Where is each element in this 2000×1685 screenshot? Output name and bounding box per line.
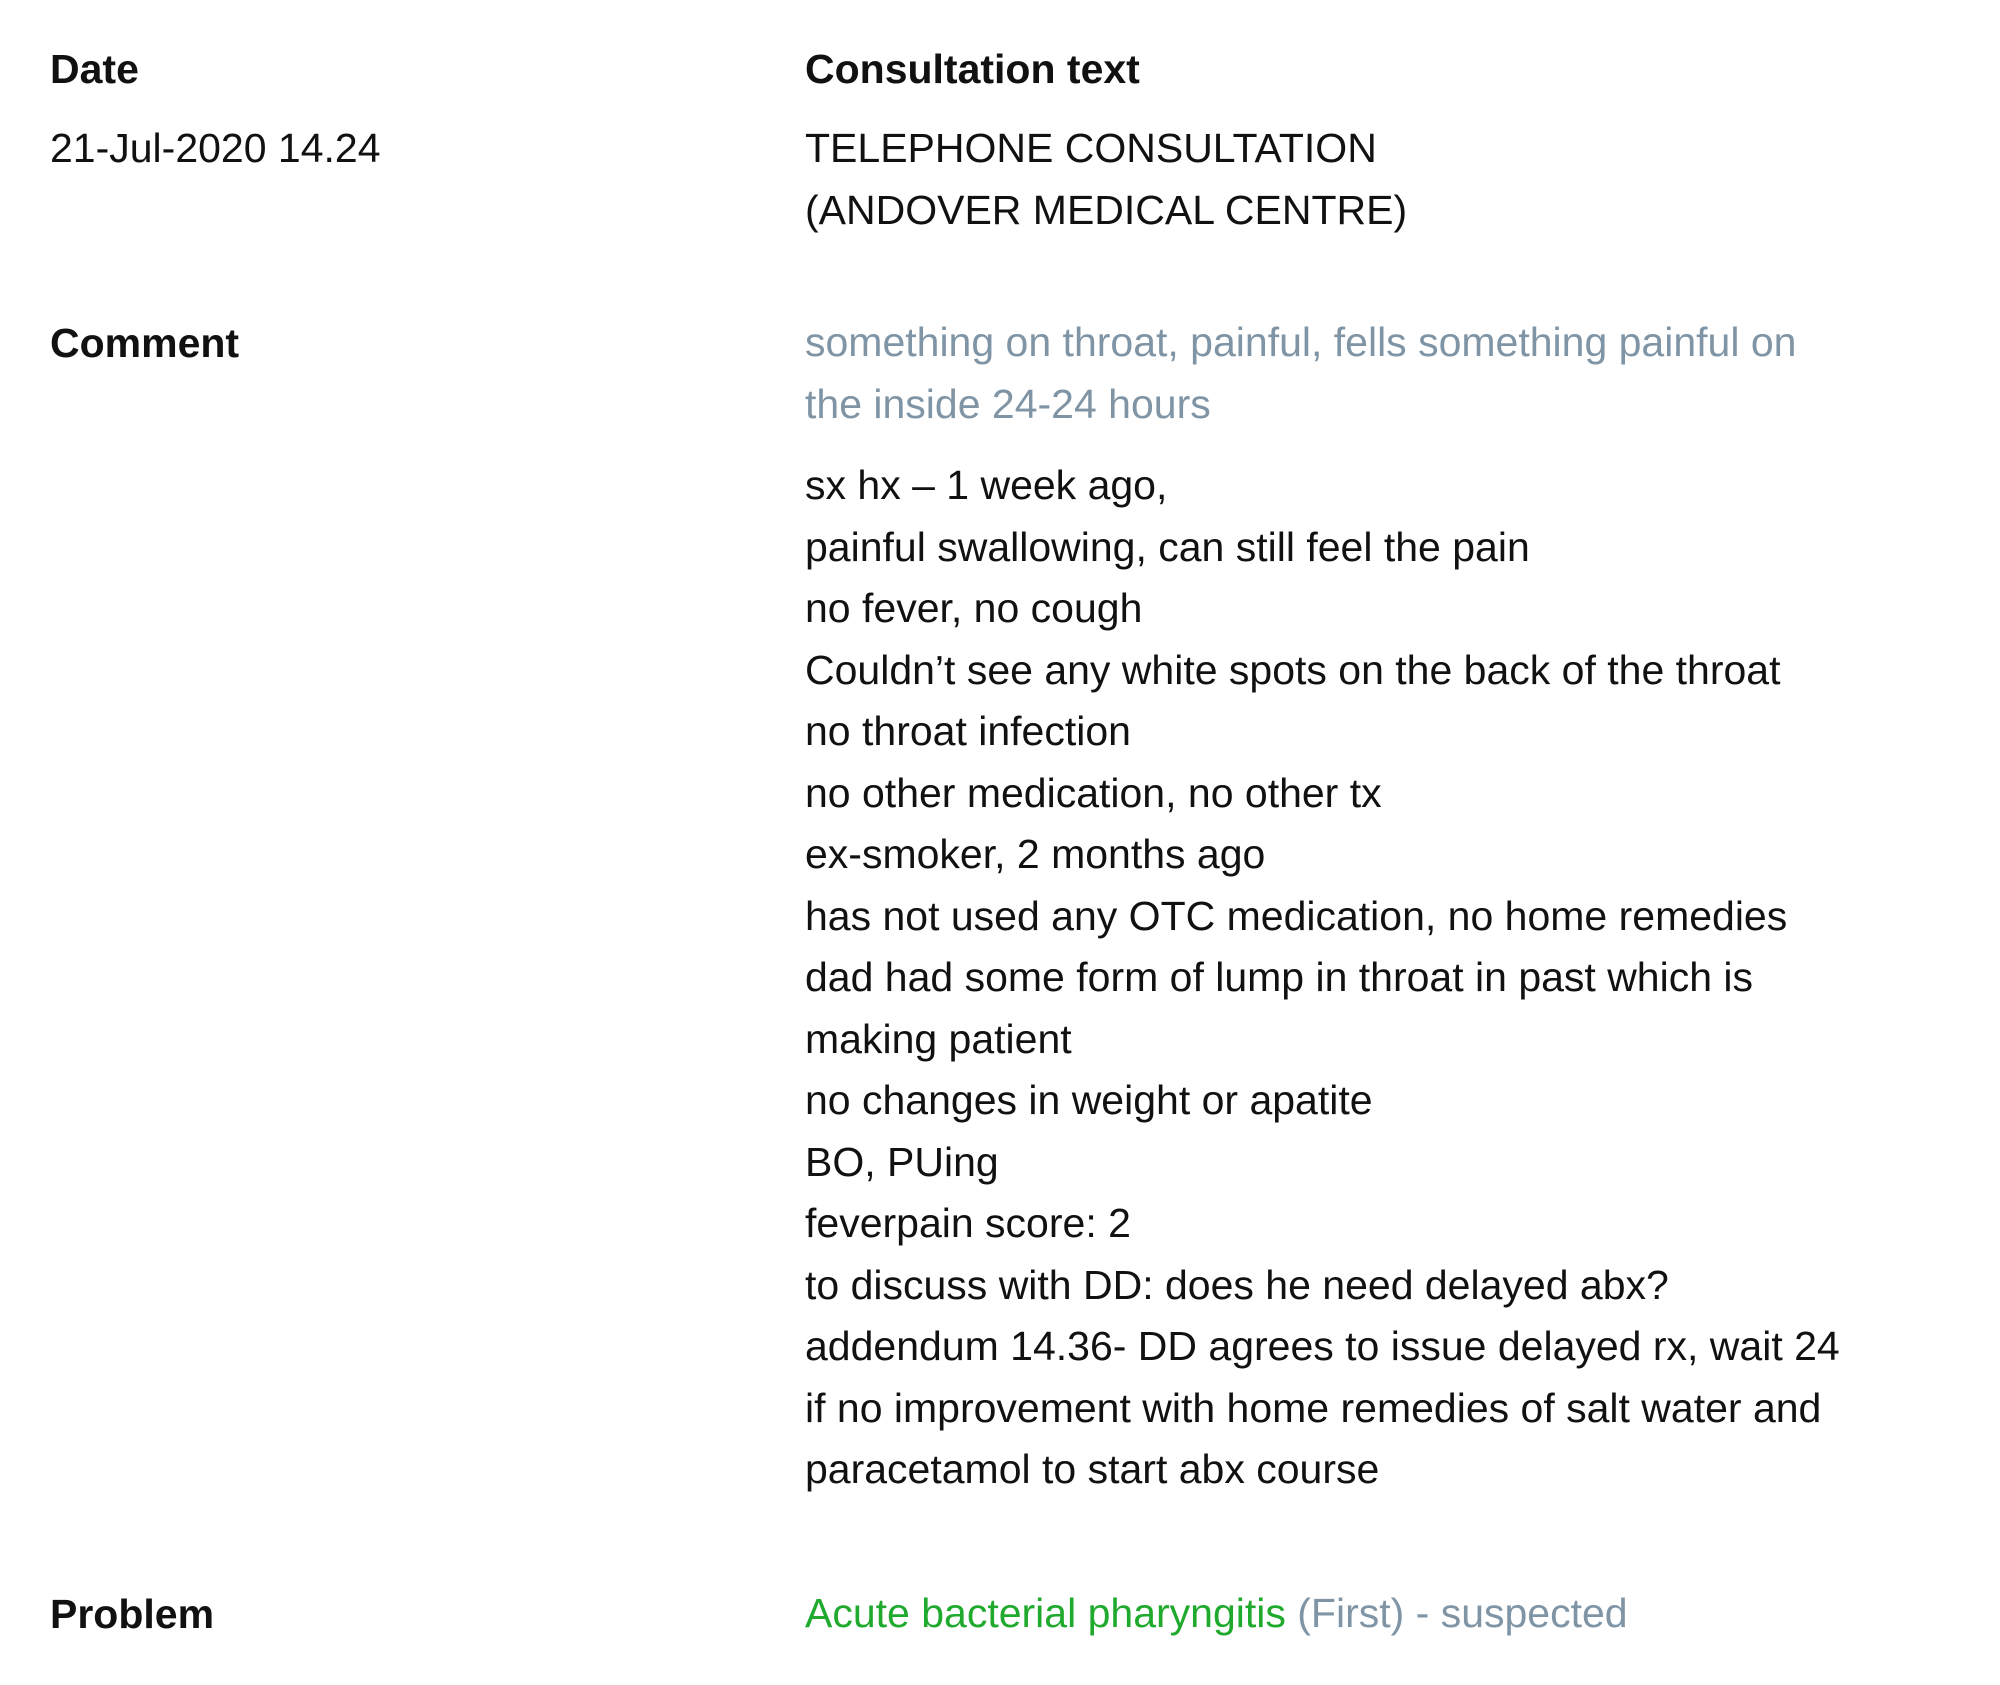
comment-label: Comment [50,320,240,366]
comment-note-line: feverpain score: 2 [805,1200,1131,1246]
consultation-date: 21-Jul-2020 14.24 [50,125,381,171]
consultation-type [805,118,1407,241]
comment-note-line: no changes in weight or apatite [805,1077,1373,1123]
comment-note-line: to discuss with DD: does he need delayed abx? [805,1261,1669,1308]
date-column-header: Date [50,46,139,92]
problem-qualifier: (First) - suspected [1285,1590,1628,1636]
comment-note-line: Couldn’t see any white spots on the back of the throat [805,646,1781,693]
problem-diagnosis: Acute bacterial pharyngitis [805,1590,1286,1636]
comment-note-line: making patient [805,1015,1072,1062]
comment-note-line: no fever, no cough [805,585,1143,631]
comment-note-line: addendum 14.36- DD agrees to issue delayed rx, wait 24 [805,1323,1840,1369]
comment-note-line: no other medication, no other tx [805,769,1382,816]
consultation-text-column-header: Consultation text [805,46,1140,92]
comment-notes [805,455,1840,1501]
comment-note-line: paracetamol to start abx course [805,1446,1380,1492]
comment-summary [805,312,1796,435]
problem-entry [805,1583,1628,1645]
comment-note-line: no throat infection [805,708,1131,754]
comment-note-line: dad had some form of lump in throat in past which is [805,954,1754,1000]
consultation-type-line: TELEPHONE CONSULTATION [805,125,1377,171]
comment-note-line: BO, PUing [805,1138,999,1185]
comment-note-line: if no improvement with home remedies of salt water and [805,1384,1822,1431]
problem-label: Problem [50,1591,215,1637]
comment-note-line: painful swallowing, can still feel the pain [805,523,1530,570]
comment-note-line: sx hx – 1 week ago, [805,462,1168,508]
comment-note-line: ex-smoker, 2 months ago [805,831,1266,877]
consultation-type-line: (ANDOVER MEDICAL CENTRE) [805,186,1408,233]
comment-summary-line: something on throat, painful, fells something painful on [805,319,1797,365]
comment-summary-line: the inside 24-24 hours [805,380,1211,427]
comment-note-line: has not used any OTC medication, no home remedies [805,892,1788,939]
